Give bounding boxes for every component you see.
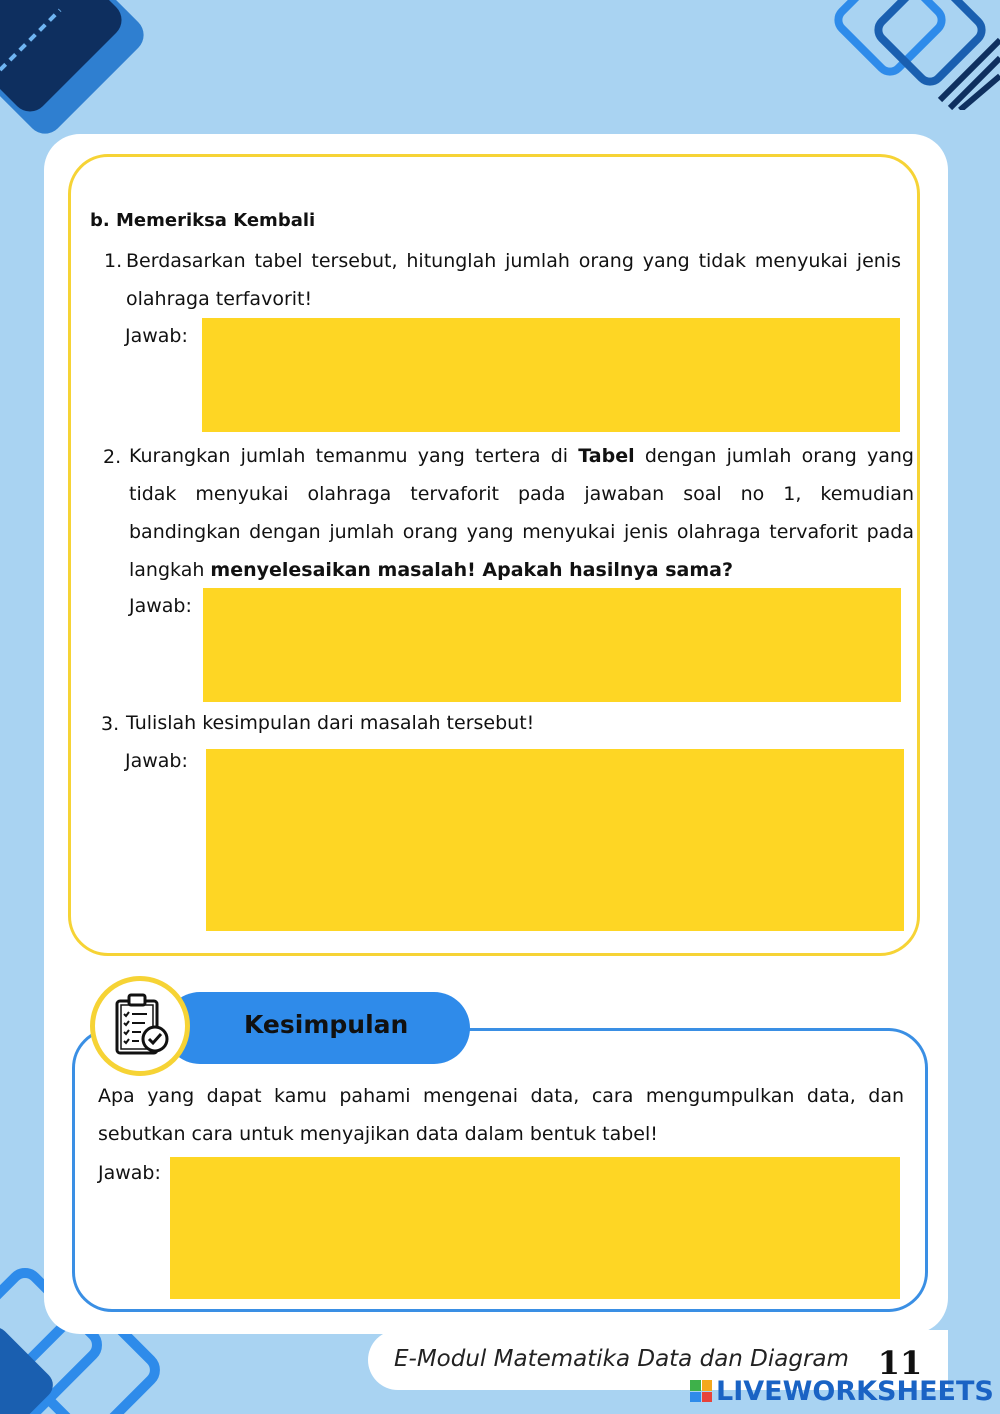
question-3-answer-label: Jawab: — [125, 750, 188, 772]
question-2-bold-end: menyelesaikan masalah! Apakah hasilnya sama? — [210, 559, 733, 581]
page-number: 11 — [877, 1344, 923, 1382]
question-2-bold-table: Tabel — [578, 445, 635, 467]
liveworksheets-logo-icon — [690, 1380, 712, 1402]
question-2-answer-input[interactable] — [203, 588, 901, 702]
conclusion-icon-badge — [90, 976, 190, 1076]
question-2-answer-label: Jawab: — [129, 595, 192, 617]
conclusion-answer-input[interactable] — [170, 1157, 900, 1299]
question-1-answer-input[interactable] — [202, 318, 900, 432]
question-2-text-part-1: Kurangkan jumlah temanmu yang tertera di — [129, 445, 579, 467]
conclusion-answer-label: Jawab: — [98, 1162, 161, 1184]
question-3-number: 3. — [101, 713, 120, 735]
top-right-decoration — [830, 0, 1000, 110]
question-2-text-part-2: dengan jumlah orang yang tidak menyukai olahraga tervaforit pada jawaban soal no 1, kemudian bandingkan dengan jumlah orang yang menyukai jenis olahraga tervaforit pada langkah — [129, 445, 914, 581]
liveworksheets-watermark — [690, 1374, 994, 1408]
module-title: E-Modul Matematika Data dan Diagram — [394, 1346, 849, 1372]
question-1-answer-label: Jawab: — [125, 325, 188, 347]
conclusion-question-text: Apa yang dapat kamu pahami mengenai data, cara mengumpulkan data, dan sebutkan cara untuk menyajikan data dalam bentuk tabel! — [98, 1085, 904, 1145]
question-3-answer-input[interactable] — [206, 749, 904, 931]
clipboard-checklist-icon — [95, 981, 185, 1071]
question-1-number: 1. — [104, 250, 123, 272]
watermark-text: LIVEWORKSHEETS — [716, 1375, 994, 1407]
top-left-decoration — [0, 0, 150, 150]
question-2-number: 2. — [103, 446, 122, 468]
conclusion-title: Kesimpulan — [244, 1010, 409, 1039]
question-2-text — [129, 437, 914, 589]
question-1-text: Berdasarkan tabel tersebut, hitunglah jumlah orang yang tidak menyukai jenis olahraga terfavorit! — [126, 250, 901, 310]
section-title: b. Memeriksa Kembali — [90, 210, 316, 231]
question-3-text: Tulislah kesimpulan dari masalah tersebut! — [126, 712, 535, 734]
